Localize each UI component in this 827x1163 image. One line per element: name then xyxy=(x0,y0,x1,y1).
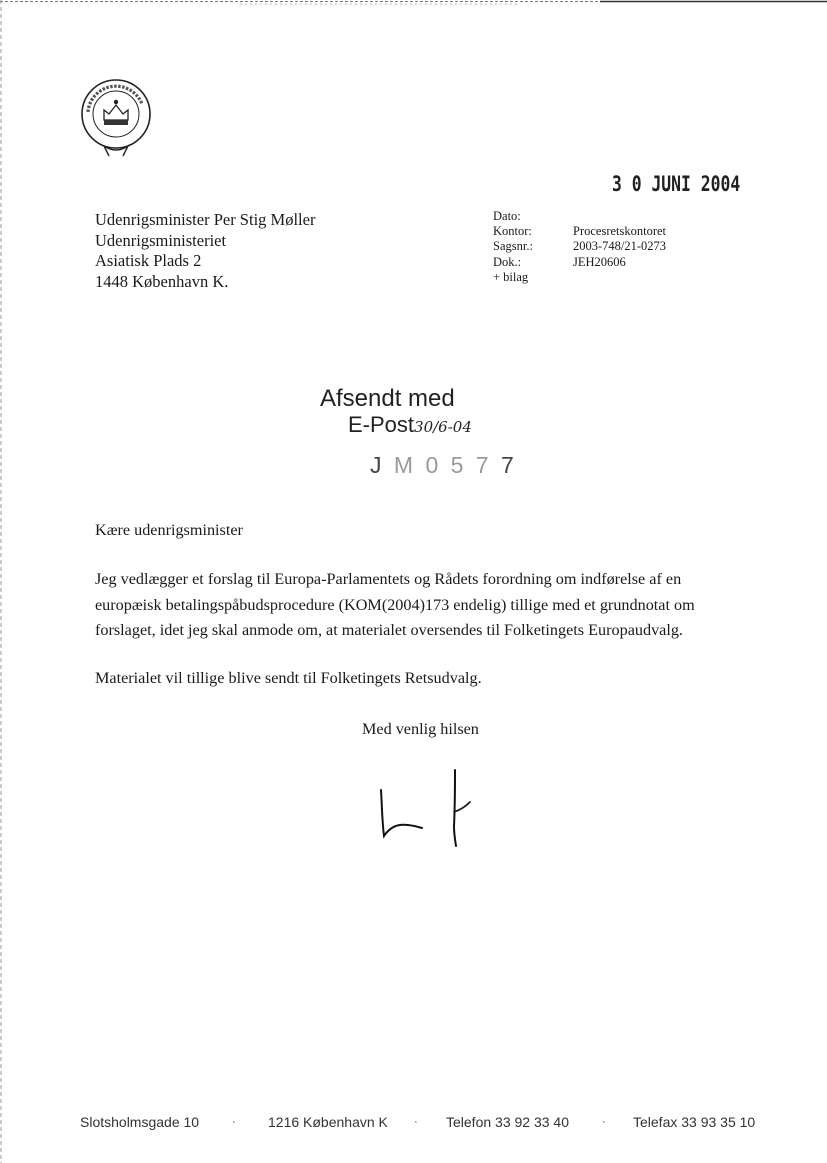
footer-city: 1216 København K xyxy=(268,1114,388,1130)
paragraph-line: forslaget, idet jeg skal anmode om, at materialet oversendes til Folketingets Europaudvalg. xyxy=(95,621,683,639)
dispatch-stamp-line1: Afsendt med xyxy=(320,385,455,412)
footer-separator: · xyxy=(602,1116,606,1128)
crown-seal-icon xyxy=(76,74,160,160)
footer-fax: Telefax 33 93 35 10 xyxy=(633,1114,756,1130)
recipient-street: Asiatisk Plads 2 xyxy=(95,251,202,270)
journal-number-suffix: 7 xyxy=(501,452,517,478)
journal-number-stamp xyxy=(370,452,517,479)
handwritten-dispatch-date: 30/6-04 xyxy=(414,418,472,436)
footer-separator: · xyxy=(232,1116,236,1128)
attachment-note: + bilag xyxy=(493,269,529,284)
scan-edge-top xyxy=(0,0,827,6)
recipient-organisation: Udenrigsministeriet xyxy=(95,230,227,250)
office-value: Procesretskontoret xyxy=(573,224,667,239)
reference-block xyxy=(493,209,666,285)
date-label: Dato: xyxy=(493,209,521,223)
handwritten-signature xyxy=(372,766,482,850)
journal-number-faint: M 0 5 7 xyxy=(393,452,492,478)
footer-address: Slotsholmsgade 10 xyxy=(80,1114,200,1130)
case-value: 2003-748/21-0273 xyxy=(573,239,667,254)
dispatch-stamp xyxy=(320,386,472,440)
scan-edge-left xyxy=(0,0,4,1163)
dispatch-stamp-line2: E-Post xyxy=(348,412,415,437)
recipient-city: 1448 København K. xyxy=(95,271,229,291)
footer-phone: Telefon 33 92 33 40 xyxy=(446,1114,569,1130)
body-paragraph-2: Materialet vil tillige blive sendt til Folketingets Retsudvalg. xyxy=(95,669,482,687)
recipient-address xyxy=(95,210,315,292)
salutation: Kære udenrigsminister xyxy=(95,521,243,539)
received-date-stamp: 3 0 JUNI 2004 xyxy=(612,172,741,196)
footer-separator: · xyxy=(414,1116,418,1128)
paragraph-line: europæisk betalingspåbudsprocedure (KOM(2004)173 endelig) tillige med et grundnotat om xyxy=(95,595,695,614)
doc-label: Dok.: xyxy=(493,254,522,269)
body-paragraph-1 xyxy=(95,567,735,644)
case-label: Sagsnr.: xyxy=(493,239,533,254)
footer-contact xyxy=(80,1114,770,1134)
doc-value: JEH20606 xyxy=(573,254,626,269)
office-label: Kontor: xyxy=(493,224,532,239)
paragraph-line: Jeg vedlægger et forslag til Europa-Parlamentets og Rådets forordning om indførelse af en xyxy=(95,570,682,588)
closing: Med venlig hilsen xyxy=(362,720,479,738)
recipient-name: Udenrigsminister Per Stig Møller xyxy=(95,210,316,229)
ministry-seal xyxy=(76,74,160,160)
journal-number-prefix: J xyxy=(370,452,385,478)
